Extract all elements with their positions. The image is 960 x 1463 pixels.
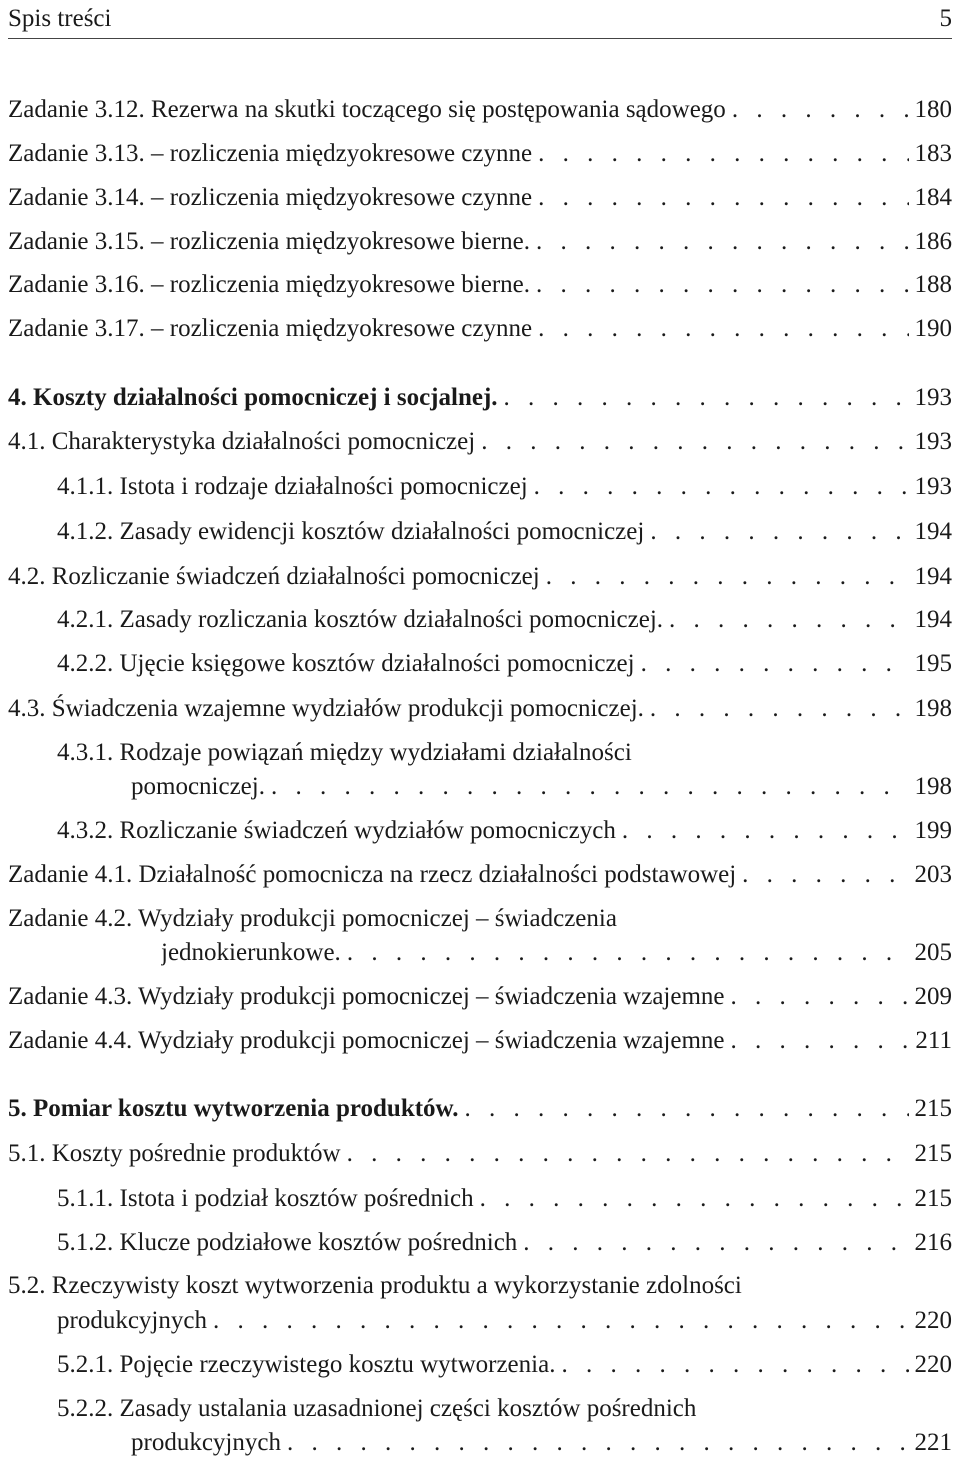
toc-entry: 5.1. Koszty pośrednie produktów . . . 215 [8, 1134, 952, 1174]
toc-entry: Zadanie 3.16. – rozliczenia międzyokresowe bierne. . . . 188 [8, 265, 952, 305]
toc-entry: produkcyjnych . . . 220 [57, 1301, 952, 1341]
toc-entry: 4.3. Świadczenia wzajemne wydziałów produkcji pomocniczej. . . . 198 [8, 689, 952, 729]
toc-entry-first-line: Zadanie 4.2. Wydziały produkcji pomocniczej – świadczenia [8, 905, 617, 932]
toc-chapter-heading: 5. Pomiar kosztu wytworzenia produktów. . . . 215 [8, 1089, 952, 1129]
toc-subentry: 4.1.2. Zasady ewidencji kosztów działalności pomocniczej . . . 194 [57, 512, 952, 552]
toc-subentry: 5.2.1. Pojęcie rzeczywistego kosztu wytworzenia. . . . 220 [57, 1345, 952, 1385]
toc-chapter-heading: 4. Koszty działalności pomocniczej i socjalnej. . . . 193 [8, 378, 952, 418]
toc-entry: 4.2. Rozliczanie świadczeń działalności pomocniczej . . . 194 [8, 557, 952, 597]
toc-subentry: 4.2.1. Zasady rozliczania kosztów działalności pomocniczej. . . . 194 [57, 600, 952, 640]
toc-subentry: 5.1.1. Istota i podział kosztów pośrednich . . . 215 [57, 1179, 952, 1219]
toc-subentry: 4.2.2. Ujęcie księgowe kosztów działalności pomocniczej . . . 195 [57, 644, 952, 684]
toc-entry: Zadanie 3.12. Rezerwa na skutki toczącego się postępowania sądowego . . . 180 [8, 90, 952, 130]
toc-entry-first-line: 5.2. Rzeczywisty koszt wytworzenia produktu a wykorzystanie zdolności [8, 1272, 742, 1299]
header-title: Spis treści [8, 5, 112, 32]
toc-subentry: 4.1.1. Istota i rodzaje działalności pomocniczej . . . 193 [57, 467, 952, 507]
toc-entry: Zadanie 3.15. – rozliczenia międzyokresowe bierne. . . . 186 [8, 222, 952, 262]
toc-entry: Zadanie 3.13. – rozliczenia międzyokresowe czynne . . . 183 [8, 134, 952, 174]
toc-subentry-first-line: 5.2.2. Zasady ustalania uzasadnionej części kosztów pośrednich [57, 1395, 697, 1422]
toc-entry: Zadanie 4.3. Wydziały produkcji pomocniczej – świadczenia wzajemne . . . 209 [8, 977, 952, 1017]
toc-entry: 4.1. Charakterystyka działalności pomocniczej . . . 193 [8, 422, 952, 462]
toc-subentry-first-line: 4.3.1. Rodzaje powiązań między wydziałami działalności [57, 739, 632, 766]
header-page-number: 5 [939, 5, 952, 32]
toc-entry: Zadanie 4.4. Wydziały produkcji pomocniczej – świadczenia wzajemne . . . 211 [8, 1021, 952, 1061]
toc-entry: Zadanie 4.1. Działalność pomocnicza na rzecz działalności podstawowej . . . 203 [8, 855, 952, 895]
running-header [8, 0, 952, 39]
toc-entry: Zadanie 3.14. – rozliczenia międzyokresowe czynne . . . 184 [8, 178, 952, 218]
toc-subentry: 4.3.2. Rozliczanie świadczeń wydziałów pomocniczych . . . 199 [57, 811, 952, 851]
toc-entry: jednokierunkowe. . . . 205 [161, 933, 952, 973]
toc-subentry: pomocniczej. . . . 198 [131, 767, 952, 807]
toc-entry: Zadanie 3.17. – rozliczenia międzyokresowe czynne . . . 190 [8, 309, 952, 349]
toc-subentry: 5.1.2. Klucze podziałowe kosztów pośrednich . . . 216 [57, 1223, 952, 1263]
toc-subentry: produkcyjnych . . . 221 [131, 1423, 952, 1463]
